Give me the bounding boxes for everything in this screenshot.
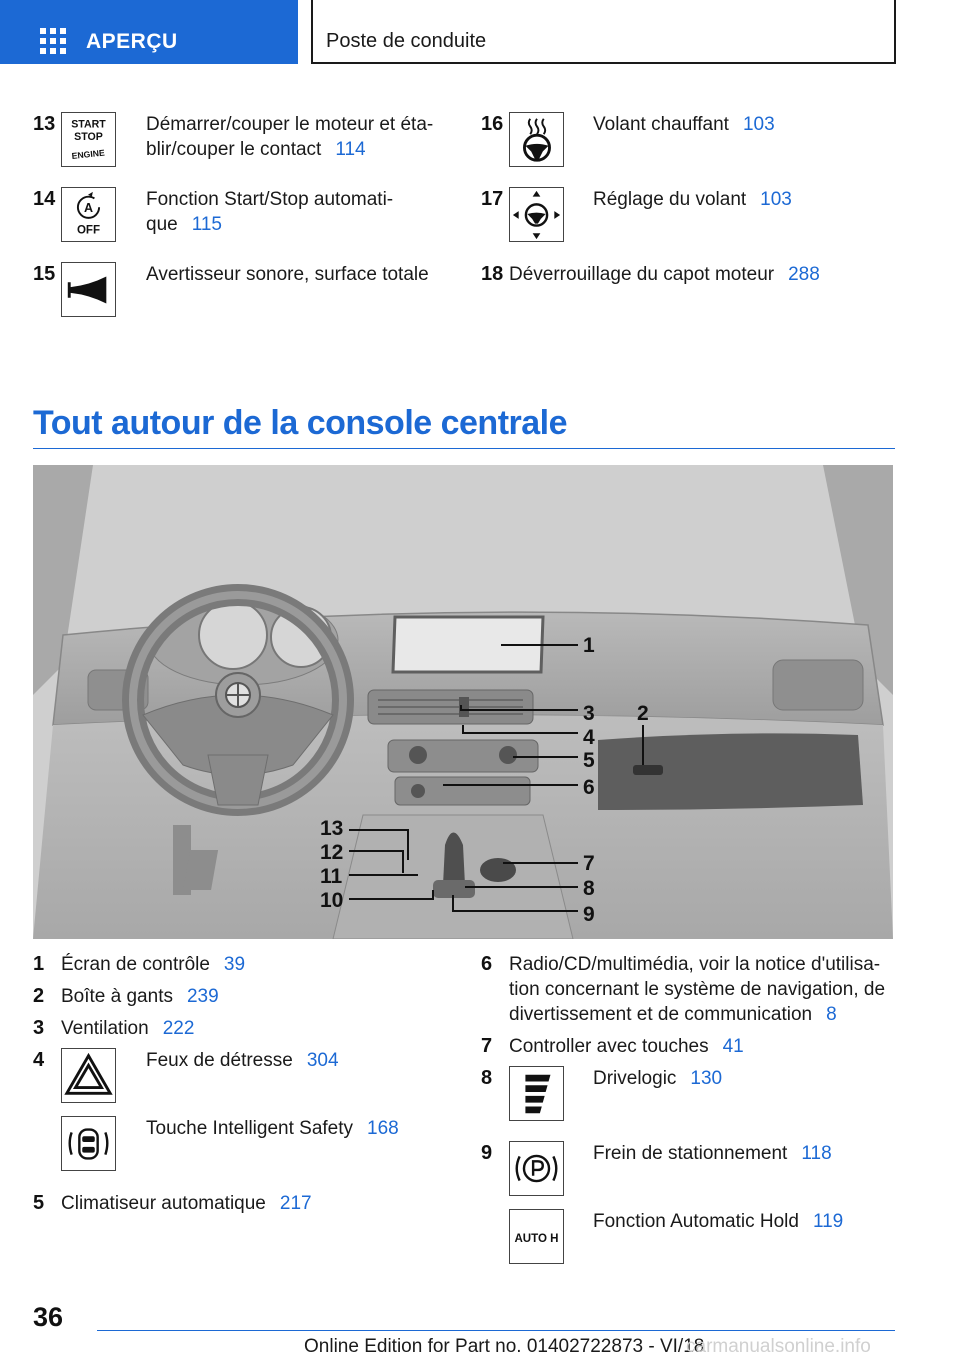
list-item: Touche Intelligent Safety 168 [146,1118,399,1139]
item-13-text: Démarrer/couper le moteur et éta‐ blir/couper le contact 114 [146,114,434,160]
auto-start-stop-off-icon [61,187,116,242]
svg-text:10: 10 [320,889,344,912]
svg-text:9: 9 [583,903,595,926]
svg-text:7: 7 [583,852,595,875]
item-number: 14 [33,188,56,210]
item-number: 16 [481,113,504,135]
steering-wheel-adjust-icon [509,187,564,242]
page-ref-link[interactable]: 130 [690,1068,723,1089]
section-label: Poste de conduite [326,30,487,52]
list-item: Boîte à gants 239 [61,986,219,1007]
list-item: Écran de contrôle 39 [61,954,246,975]
item-number: 4 [33,1049,45,1071]
svg-text:OFF: OFF [76,224,101,237]
parking-brake-icon [509,1141,564,1196]
overview-tab[interactable] [0,0,298,64]
grid-icon [40,28,66,54]
item-number: 13 [33,113,56,135]
start-stop-engine-icon [61,112,116,167]
overview-tab-label: APERÇU [86,30,178,53]
item-16-text: Volant chauffant 103 [593,114,775,135]
list-item: Drivelogic 130 [593,1068,723,1089]
svg-text:1: 1 [583,634,595,657]
svg-text:2: 2 [637,702,649,725]
svg-text:ENGINE: ENGINE [71,147,106,162]
svg-text:STOP: STOP [74,130,103,143]
page-ref-link[interactable]: 239 [186,986,219,1007]
page-ref-link[interactable]: 222 [162,1018,195,1039]
auto-hold-icon [509,1209,564,1264]
item-number: 18 [481,263,504,285]
section-header [311,0,896,64]
list-item: Frein de stationnement 118 [593,1143,832,1164]
item-15-text: Avertisseur sonore, surface totale [146,264,429,285]
list-item: Ventilation 222 [61,1018,195,1039]
svg-text:8: 8 [583,877,595,900]
page-ref-link[interactable]: 115 [191,214,222,235]
page-ref-link[interactable]: 39 [223,954,246,975]
svg-text:A: A [83,201,94,216]
item-number: 8 [481,1067,493,1089]
footer-divider [97,1330,895,1331]
center-console-illustration [33,465,893,939]
list-item: Controller avec touches 41 [509,1036,744,1057]
list-item: Radio/CD/multimédia, voir la notice d'utilisa‐ tion concernant le système de navigation, de divertissement et de communication 8 [509,954,886,1025]
page-ref-link[interactable]: 304 [306,1050,339,1071]
watermark: carmanualsonline.info [686,1336,871,1357]
drivelogic-icon [509,1066,564,1121]
item-number: 6 [481,953,493,975]
svg-text:11: 11 [320,865,343,888]
item-number: 1 [33,953,45,975]
title-divider [33,448,895,449]
item-17-text: Réglage du volant 103 [593,189,792,210]
page-ref-link[interactable]: 41 [722,1036,744,1057]
svg-text:5: 5 [583,749,595,772]
hazard-warning-icon [61,1048,116,1103]
page-ref-link[interactable]: 114 [335,139,366,160]
svg-text:3: 3 [583,702,595,725]
item-18-text: Déverrouillage du capot moteur 288 [509,264,820,285]
list-item: Climatiseur automatique 217 [61,1193,312,1214]
page-ref-link[interactable]: 103 [742,114,775,135]
page-ref-link[interactable]: 118 [801,1143,832,1164]
item-number: 7 [481,1035,493,1057]
item-number: 5 [33,1192,45,1214]
item-number: 15 [33,263,56,285]
item-number: 17 [481,188,504,210]
svg-text:AUTO H: AUTO H [514,1232,559,1245]
edition-text: Online Edition for Part no. 01402722873 - VI/18 [304,1336,705,1357]
page-ref-link[interactable]: 8 [826,1004,837,1025]
item-number: 9 [481,1142,493,1164]
list-item: Feux de détresse 304 [146,1050,339,1071]
item-number: 3 [33,1017,45,1039]
horn-icon [61,262,116,317]
section-title: Tout autour de la console centrale [33,404,568,442]
item-number: 2 [33,985,45,1007]
page-ref-link[interactable]: 119 [812,1211,844,1232]
list-item: Fonction Automatic Hold 119 [593,1211,844,1232]
heated-steering-wheel-icon [509,112,564,167]
page-ref-link[interactable]: 288 [788,264,820,285]
page-ref-link[interactable]: 103 [760,189,792,210]
svg-text:6: 6 [583,776,595,799]
svg-text:12: 12 [320,841,344,864]
svg-text:13: 13 [320,817,344,840]
intelligent-safety-icon [61,1116,116,1171]
page-number: 36 [33,1302,64,1332]
item-14-text: Fonction Start/Stop automati‐ que 115 [146,189,394,235]
svg-text:START: START [71,118,106,131]
page-ref-link[interactable]: 168 [367,1118,399,1139]
page-ref-link[interactable]: 217 [279,1193,312,1214]
svg-text:4: 4 [583,726,595,749]
